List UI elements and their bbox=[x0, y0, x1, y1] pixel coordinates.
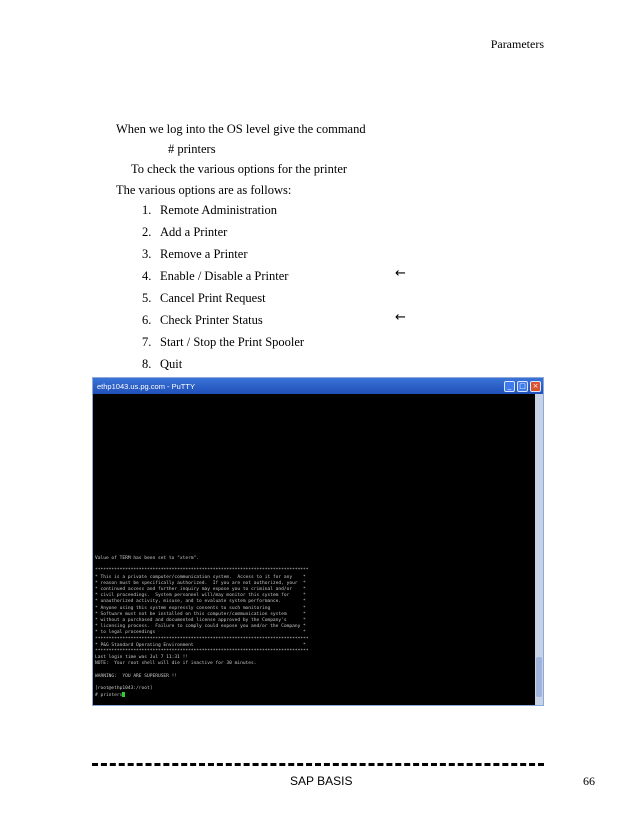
list-item bbox=[142, 269, 304, 291]
list-item-label: Remove a Printer bbox=[160, 247, 248, 261]
list-item-label: Remote Administration bbox=[160, 203, 278, 217]
terminal-title: ethp1043.us.pg.com - PuTTY bbox=[97, 381, 195, 391]
list-item bbox=[142, 335, 304, 357]
page-header-title: Parameters bbox=[490, 37, 544, 51]
list-item-label: Quit bbox=[160, 357, 183, 371]
terminal-titlebar[interactable] bbox=[93, 378, 543, 394]
list-item-number: 2. bbox=[142, 225, 152, 239]
list-item bbox=[142, 225, 304, 247]
scrollbar-thumb[interactable] bbox=[536, 657, 542, 697]
intro-text: When we log into the OS level give the command bbox=[116, 122, 366, 136]
footer-text: SAP BASIS bbox=[290, 774, 353, 788]
command-text: # printers bbox=[168, 142, 216, 156]
list-item-number: 3. bbox=[142, 247, 152, 261]
list-item bbox=[142, 291, 304, 313]
list-item-number: 1. bbox=[142, 203, 152, 217]
terminal-prompt: # printers bbox=[95, 693, 123, 699]
left-arrow-icon: ← bbox=[395, 310, 406, 325]
terminal-body[interactable] bbox=[93, 394, 535, 705]
terminal-scrollbar[interactable] bbox=[535, 394, 543, 705]
maximize-button[interactable]: □ bbox=[517, 381, 528, 392]
options-intro-text: The various options are as follows: bbox=[116, 183, 292, 197]
list-item bbox=[142, 357, 304, 379]
terminal-output bbox=[95, 556, 309, 700]
list-item-label: Add a Printer bbox=[160, 225, 228, 239]
left-arrow-icon: ← bbox=[395, 266, 406, 281]
terminal-output-text: Value of TERM has been set to "xterm". ****************************************************************************** * This is a private computer/communication system. Access to it for any * * reason must be specifically authorized. If you are not authorized, your * * continued access and further inquiry may expose you to criminal and/or * * civil proceedings. System personnel will/may monitor this system for * * unauthorized activity, misuse, and to evaluate system performance. * * Anyone using this system expressly consents to such monitoring * * Software must not be installed on this computer/communication system * * without a purchased and documented license approved by the Company's * * licensing process. Failure to comply could expose you and/or the Company * * to legal proceedings * ****************************************************************************** * P&G Standard Operating Environment * ****************************************************************************** Last login time was Jul 7 11:31 !! NOTE: Your root shell will die if inactive for 30 minutes. WARNING: YOU ARE SUPERUSER !! [root@ethp1043:/root] bbox=[95, 556, 309, 692]
list-item-number: 8. bbox=[142, 357, 152, 371]
list-item-label: Enable / Disable a Printer bbox=[160, 269, 289, 283]
minimize-button[interactable]: _ bbox=[504, 381, 515, 392]
list-item-label: Check Printer Status bbox=[160, 313, 263, 327]
list-item-label: Cancel Print Request bbox=[160, 291, 266, 305]
list-item bbox=[142, 203, 304, 225]
list-item bbox=[142, 247, 304, 269]
list-item-number: 4. bbox=[142, 269, 152, 283]
page-number: 66 bbox=[583, 774, 595, 788]
list-item-label: Start / Stop the Print Spooler bbox=[160, 335, 305, 349]
close-button[interactable]: × bbox=[530, 381, 541, 392]
terminal-cursor bbox=[122, 692, 125, 697]
list-item-number: 7. bbox=[142, 335, 152, 349]
putty-terminal-window[interactable] bbox=[92, 377, 544, 706]
list-item bbox=[142, 313, 304, 335]
options-list bbox=[142, 203, 304, 379]
purpose-text: To check the various options for the printer bbox=[131, 162, 348, 176]
list-item-number: 6. bbox=[142, 313, 152, 327]
list-item-number: 5. bbox=[142, 291, 152, 305]
footer-divider bbox=[92, 763, 544, 766]
